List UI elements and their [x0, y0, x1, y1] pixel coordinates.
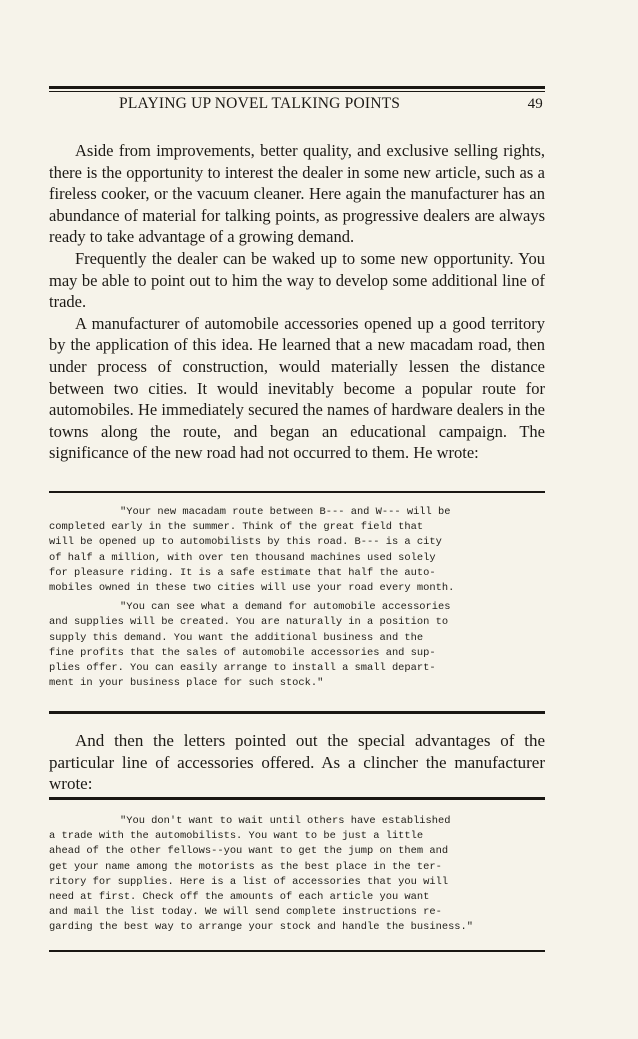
paragraph: A manufacturer of automobile accessories opened up a good territory by the application of this idea. He learned that a new macadam road, then under process of construction, would materially lessen the distance between two cities. It would inevitably become a popular route for automobiles. He immediately secured the names of hardware dealers in the towns along the route, and began an educational campaign. The significance of the new road had not occurred to them. He wrote:: [49, 313, 545, 463]
letter-line: get your name among the motorists as the best place in the ter-: [49, 860, 442, 873]
letter-line: a trade with the automobilists. You want to be just a little: [49, 830, 424, 843]
letter-line: "You can see what a demand for automobile accessories: [120, 601, 451, 614]
letter-line: and supplies will be created. You are naturally in a position to: [49, 616, 449, 629]
letter-top-rule: [49, 491, 545, 493]
letter-line: for pleasure riding. It is a safe estimate that half the auto-: [49, 566, 436, 579]
letter-quote-2: [49, 814, 545, 936]
letter-line: ment in your business place for such stock.": [49, 677, 324, 690]
body-section-2: [49, 730, 545, 795]
header-rule-thin: [49, 91, 545, 92]
letter-line: garding the best way to arrange your stock and handle the business.": [49, 921, 474, 934]
body-section-1: [49, 140, 545, 464]
letter-bottom-rule: [49, 950, 545, 952]
letter-top-rule: [49, 797, 545, 800]
letter-line: "Your new macadam route between B--- and W--- will be: [120, 506, 451, 518]
letter-line: ahead of the other fellows--you want to get the jump on them and: [49, 845, 449, 858]
letter-line: "You don't want to wait until others have established: [120, 815, 451, 827]
letter-quote-1: [49, 505, 545, 691]
letter-line: and mail the list today. We will send complete instructions re-: [49, 906, 442, 919]
letter-line: plies offer. You can easily arrange to install a small depart-: [49, 662, 436, 675]
letter-line: need at first. Check off the amounts of each article you want: [49, 891, 430, 904]
page-number: 49: [527, 96, 543, 112]
letter-line: ritory for supplies. Here is a list of accessories that you will: [49, 875, 449, 888]
header-rule: [49, 86, 545, 89]
letter-line: of half a million, with over ten thousand machines used solely: [49, 551, 436, 564]
paragraph: Frequently the dealer can be waked up to some new opportunity. You may be able to point out to him the way to develop some additional line of trade.: [49, 248, 545, 312]
paragraph: Aside from improvements, better quality, and exclusive selling rights, there is the opportunity to interest the dealer in some new article, such as a fireless cooker, or the vacuum cleaner. Here again the manufacturer has an abundance of material for talking points, as progressive dealers are always ready to take advantage of a growing demand.: [49, 141, 545, 247]
letter-line: supply this demand. You want the additional business and the: [49, 631, 424, 644]
running-title: PLAYING UP NOVEL TALKING POINTS: [119, 95, 401, 112]
paragraph: And then the letters pointed out the special advantages of the particular line of accessories offered. As a clincher the manufacturer wrote:: [49, 731, 545, 793]
letter-bottom-rule: [49, 711, 545, 714]
letter-line: completed early in the summer. Think of the great field that: [49, 521, 424, 534]
running-head: [49, 95, 545, 119]
letter-line: will be opened up to automobilists by this road. B--- is a city: [49, 536, 442, 549]
letter-line: mobiles owned in these two cities will use your road every month.: [49, 582, 455, 595]
letter-line: fine profits that the sales of automobile accessories and sup-: [49, 646, 436, 659]
